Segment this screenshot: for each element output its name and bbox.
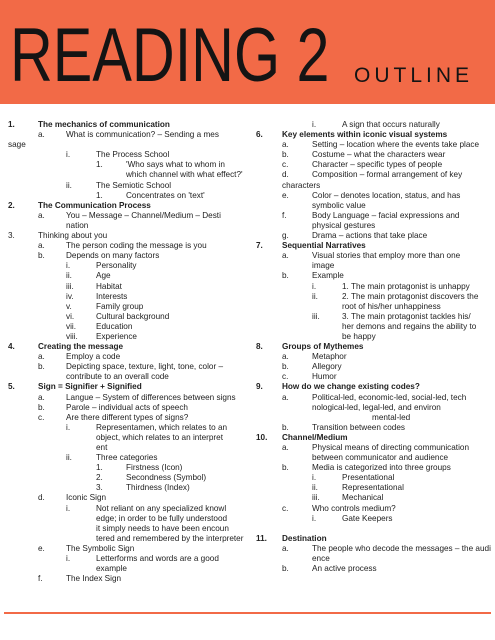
outline-line: [250, 544, 495, 554]
outline-marker: e.: [38, 543, 45, 553]
outline-heading: Sign = Signifier + Signified: [38, 382, 142, 392]
outline-line: [0, 332, 250, 342]
outline-marker: 6.: [256, 130, 263, 140]
outline-text: Secondness (Symbol): [126, 473, 207, 483]
outline-marker: 2.: [8, 200, 15, 210]
outline-text: Parole – individual acts of speech: [66, 402, 188, 412]
outline-line: [250, 221, 495, 231]
outline-line: [0, 493, 250, 503]
outline-text: Depends on many factors: [66, 251, 160, 261]
outline-line: [250, 393, 495, 403]
outline-text: ence: [312, 554, 330, 564]
outline-marker: 11.: [256, 533, 267, 543]
outline-text: Are there different types of signs?: [66, 412, 189, 422]
outline-marker: c.: [282, 372, 289, 382]
outline-text: 2. The main protagonist discovers the: [342, 291, 479, 301]
outline-text: An active process: [312, 564, 377, 574]
outline-right-column: [250, 120, 495, 574]
outline-line: [0, 120, 250, 130]
outline-marker: i.: [312, 281, 317, 291]
outline-marker: c.: [282, 503, 289, 513]
outline-marker: b.: [38, 402, 45, 412]
outline-text: it simply needs to have been encoun: [96, 523, 229, 533]
outline-line: [0, 201, 250, 211]
outline-line: [0, 150, 250, 160]
outline-text: Example: [312, 271, 344, 281]
outline-text: Iconic Sign: [66, 493, 107, 503]
outline-marker: c.: [38, 412, 45, 422]
outline-marker: ii.: [66, 180, 72, 190]
outline-marker: 5.: [8, 382, 15, 392]
outline-line: [250, 231, 495, 241]
outline-marker: iii.: [312, 311, 320, 321]
outline-marker: 3.: [96, 483, 103, 493]
outline-text: symbolic value: [312, 200, 366, 210]
outline-line: [250, 130, 495, 140]
outline-line: [250, 271, 495, 281]
outline-text: Drama – actions that take place: [312, 231, 428, 241]
outline-line: [0, 443, 250, 453]
outline-left-column: [0, 120, 250, 584]
outline-line: [0, 564, 250, 574]
outline-heading: Channel/Medium: [282, 432, 348, 442]
outline-marker: 2.: [96, 473, 103, 483]
outline-text: What is communication? – Sending a mes: [66, 130, 219, 140]
outline-marker: d.: [38, 493, 45, 503]
outline-heading: Destination: [282, 533, 327, 543]
outline-text: The Semiotic School: [96, 180, 172, 190]
outline-text: The Index Sign: [66, 574, 122, 584]
outline-marker: vii.: [66, 321, 77, 331]
outline-text: Personality: [96, 261, 137, 271]
outline-marker: i.: [66, 261, 71, 271]
outline-marker: b.: [282, 463, 289, 473]
outline-heading: Sequential Narratives: [282, 241, 366, 251]
outline-line: [250, 241, 495, 251]
outline-text: Education: [96, 321, 133, 331]
outline-line: [250, 312, 495, 322]
outline-text: Visual stories that employ more than one: [312, 251, 461, 261]
outline-line: [250, 170, 495, 180]
outline-line: [0, 130, 250, 140]
outline-line: [250, 211, 495, 221]
outline-marker: b.: [282, 564, 289, 574]
outline-text: Age: [96, 271, 111, 281]
outline-line: [250, 382, 495, 392]
outline-line: [0, 544, 250, 554]
outline-text: The Process School: [96, 150, 170, 160]
outline-line: [0, 251, 250, 261]
outline-marker: i.: [312, 120, 317, 129]
outline-line: [0, 302, 250, 312]
outline-text: Not reliant on any specialized knowl: [96, 503, 227, 513]
outline-text: Representational: [342, 483, 404, 493]
outline-heading: Groups of Mythemes: [282, 342, 364, 352]
outline-text: Cultural background: [96, 311, 170, 321]
outline-text: be happy: [342, 331, 376, 341]
outline-line: [250, 473, 495, 483]
outline-marker: vi.: [66, 311, 75, 321]
page-title: READING 2: [10, 13, 330, 98]
outline-text: example: [96, 564, 127, 574]
outline-line: [0, 241, 250, 251]
outline-line: [0, 433, 250, 443]
outline-marker: i.: [66, 554, 71, 564]
outline-line: [0, 271, 250, 281]
outline-text: nological-led, legal-led, and environ: [312, 402, 441, 412]
outline-marker: 1.: [8, 120, 15, 129]
outline-line: [250, 534, 495, 544]
outline-line: [250, 524, 495, 534]
outline-line: [0, 393, 250, 403]
outline-text: sage: [8, 140, 26, 150]
outline-marker: ii.: [312, 483, 318, 493]
outline-line: [0, 160, 250, 170]
outline-line: [0, 463, 250, 473]
outline-line: [250, 261, 495, 271]
outline-marker: a.: [38, 130, 45, 140]
outline-text: Humor: [312, 372, 337, 382]
outline-line: [250, 433, 495, 443]
outline-line: [0, 211, 250, 221]
outline-line: [0, 524, 250, 534]
outline-marker: i.: [66, 422, 71, 432]
outline-marker: i.: [312, 513, 317, 523]
outline-text: image: [312, 261, 335, 271]
outline-text: The people who decode the messages – the audi: [312, 543, 491, 553]
outline-text: which channel with what effect?': [126, 170, 243, 180]
outline-line: [250, 342, 495, 352]
outline-text: Firstness (Icon): [126, 463, 183, 473]
outline-text: Color – denotes location, status, and has: [312, 190, 461, 200]
outline-text: Setting – location where the events take place: [312, 140, 480, 150]
outline-text: Costume – what the characters wear: [312, 150, 446, 160]
outline-text: Representamen, which relates to an: [96, 422, 228, 432]
outline-text: 1. The main protagonist is unhappy: [342, 281, 470, 291]
outline-line: [0, 191, 250, 201]
outline-line: [250, 120, 495, 130]
outline-marker: c.: [282, 160, 289, 170]
outline-line: [0, 362, 250, 372]
outline-text: object, which relates to an interpret: [96, 432, 223, 442]
outline-heading: The Communication Process: [38, 200, 151, 210]
outline-line: [250, 191, 495, 201]
outline-marker: b.: [38, 251, 45, 261]
outline-marker: b.: [38, 362, 45, 372]
outline-line: [0, 554, 250, 564]
outline-line: [0, 504, 250, 514]
outline-line: [0, 403, 250, 413]
outline-line: [250, 322, 495, 332]
outline-marker: a.: [282, 251, 289, 261]
outline-text: Transition between codes: [312, 422, 405, 432]
outline-heading: How do we change existing codes?: [282, 382, 420, 392]
outline-marker: a.: [38, 392, 45, 402]
outline-marker: 3.: [8, 231, 15, 241]
outline-marker: b.: [282, 150, 289, 160]
outline-line: [250, 302, 495, 312]
outline-line: [250, 493, 495, 503]
outline-text: Composition – formal arrangement of key: [312, 170, 463, 180]
outline-line: [0, 574, 250, 584]
outline-marker: d.: [282, 170, 289, 180]
outline-text: Habitat: [96, 281, 122, 291]
outline-text: Family group: [96, 301, 144, 311]
outline-line: [250, 554, 495, 564]
outline-text: nation: [66, 220, 89, 230]
outline-line: [0, 261, 250, 271]
outline-text: 3. The main protagonist tackles his/: [342, 311, 471, 321]
outline-marker: iii.: [66, 281, 74, 291]
outline-line: [0, 221, 250, 231]
outline-text: Letterforms and words are a good: [96, 554, 219, 564]
outline-marker: e.: [282, 190, 289, 200]
outline-text: characters: [282, 180, 321, 190]
outline-text: ent: [96, 443, 108, 452]
outline-text: Thirdness (Index): [126, 483, 190, 493]
outline-line: [250, 463, 495, 473]
outline-text: physical gestures: [312, 220, 376, 230]
bottom-rule: [4, 612, 491, 614]
outline-line: [250, 140, 495, 150]
outline-marker: iv.: [66, 291, 74, 301]
outline-marker: 7.: [256, 241, 263, 251]
outline-line: [250, 150, 495, 160]
outline-marker: i.: [66, 150, 71, 160]
outline-text: Presentational: [342, 473, 395, 483]
outline-line: [0, 534, 250, 544]
outline-line: [0, 514, 250, 524]
outline-heading: Creating the message: [38, 342, 124, 352]
outline-text: Employ a code: [66, 352, 121, 362]
outline-marker: 4.: [8, 342, 15, 352]
outline-heading: The mechanics of communication: [38, 120, 170, 129]
outline-text: Character – specific types of people: [312, 160, 443, 170]
outline-marker: ii.: [312, 291, 318, 301]
outline-marker: a.: [282, 392, 289, 402]
outline-line: [0, 473, 250, 483]
outline-text: A sign that occurs naturally: [342, 120, 440, 129]
outline-text: Allegory: [312, 362, 342, 372]
outline-marker: 9.: [256, 382, 263, 392]
outline-text: Depicting space, texture, light, tone, color –: [66, 362, 224, 372]
outline-marker: 1.: [96, 463, 103, 473]
outline-marker: a.: [282, 352, 289, 362]
outline-marker: a.: [282, 443, 289, 452]
outline-line: [250, 443, 495, 453]
outline-line: [250, 362, 495, 372]
outline-line: [250, 403, 495, 413]
outline-text: Mechanical: [342, 493, 384, 503]
outline-line: [250, 504, 495, 514]
outline-marker: a.: [38, 210, 45, 220]
outline-text: root of his/her unhappiness: [342, 301, 441, 311]
outline-text: 'Who says what to whom in: [126, 160, 225, 170]
outline-marker: iii.: [312, 493, 320, 503]
outline-text: The person coding the message is you: [66, 241, 207, 251]
outline-text: Political-led, economic-led, social-led, tech: [312, 392, 467, 402]
outline-text: mental-led: [372, 412, 411, 422]
outline-marker: 10.: [256, 432, 268, 442]
outline-line: [250, 201, 495, 211]
outline-line: [250, 453, 495, 463]
outline-marker: f.: [282, 210, 287, 220]
outline-marker: g.: [282, 231, 289, 241]
outline-marker: a.: [38, 352, 45, 362]
outline-line: [250, 181, 495, 191]
outline-heading: Key elements within iconic visual systems: [282, 130, 448, 140]
outline-marker: b.: [282, 271, 289, 281]
outline-line: [250, 483, 495, 493]
outline-line: [250, 372, 495, 382]
outline-line: [0, 322, 250, 332]
outline-text: The Symbolic Sign: [66, 543, 135, 553]
outline-text: Thinking about you: [38, 231, 108, 241]
outline-line: [0, 170, 250, 180]
outline-marker: 1.: [96, 160, 103, 170]
outline-text: You – Message – Channel/Medium – Desti: [66, 210, 221, 220]
outline-marker: b.: [282, 422, 289, 432]
outline-text: Experience: [96, 331, 137, 341]
outline-marker: a.: [282, 140, 289, 150]
outline-line: [250, 514, 495, 524]
title-banner: [0, 0, 495, 104]
outline-text: Physical means of directing communication: [312, 443, 469, 452]
outline-text: Body Language – facial expressions and: [312, 210, 460, 220]
outline-line: [0, 483, 250, 493]
outline-marker: b.: [282, 362, 289, 372]
outline-line: [0, 231, 250, 241]
outline-line: [0, 453, 250, 463]
outline-line: [0, 352, 250, 362]
outline-text: Three categories: [96, 453, 158, 463]
outline-marker: ii.: [66, 453, 72, 463]
outline-line: [250, 423, 495, 433]
outline-line: [0, 282, 250, 292]
outline-line: [250, 564, 495, 574]
outline-text: tered and remembered by the interpreter: [96, 533, 244, 543]
outline-text: her demons and regains the ability to: [342, 321, 477, 331]
outline-marker: i.: [66, 503, 71, 513]
outline-text: Langue – System of differences between signs: [66, 392, 236, 402]
outline-text: Gate Keepers: [342, 513, 393, 523]
outline-marker: a.: [38, 241, 45, 251]
outline-line: [250, 352, 495, 362]
outline-text: Interests: [96, 291, 128, 301]
outline-text: between communicator and audience: [312, 453, 449, 463]
outline-line: [250, 282, 495, 292]
outline-text: edge; in order to be fully understood: [96, 513, 228, 523]
outline-line: [250, 160, 495, 170]
outline-line: [0, 382, 250, 392]
outline-marker: i.: [312, 473, 317, 483]
outline-marker: a.: [282, 543, 289, 553]
outline-text: Media is categorized into three groups: [312, 463, 451, 473]
outline-text: contribute to an overall code: [66, 372, 169, 382]
outline-text: Who controls medium?: [312, 503, 396, 513]
outline-line: [0, 140, 250, 150]
outline-line: [0, 292, 250, 302]
outline-marker: ii.: [66, 271, 72, 281]
outline-marker: 1.: [96, 190, 103, 200]
outline-marker: f.: [38, 574, 43, 584]
outline-line: [0, 181, 250, 191]
outline-line: [0, 312, 250, 322]
page-subtitle: OUTLINE: [354, 64, 474, 87]
outline-line: [250, 251, 495, 261]
outline-marker: 8.: [256, 342, 263, 352]
outline-marker: v.: [66, 301, 72, 311]
outline-line: [250, 413, 495, 423]
outline-line: [0, 413, 250, 423]
outline-line: [0, 342, 250, 352]
outline-marker: viii.: [66, 331, 78, 341]
outline-line: [250, 292, 495, 302]
outline-line: [0, 372, 250, 382]
outline-text: Concentrates on 'text': [126, 190, 205, 200]
outline-text: Metaphor: [312, 352, 347, 362]
outline-line: [250, 332, 495, 342]
outline-line: [0, 423, 250, 433]
